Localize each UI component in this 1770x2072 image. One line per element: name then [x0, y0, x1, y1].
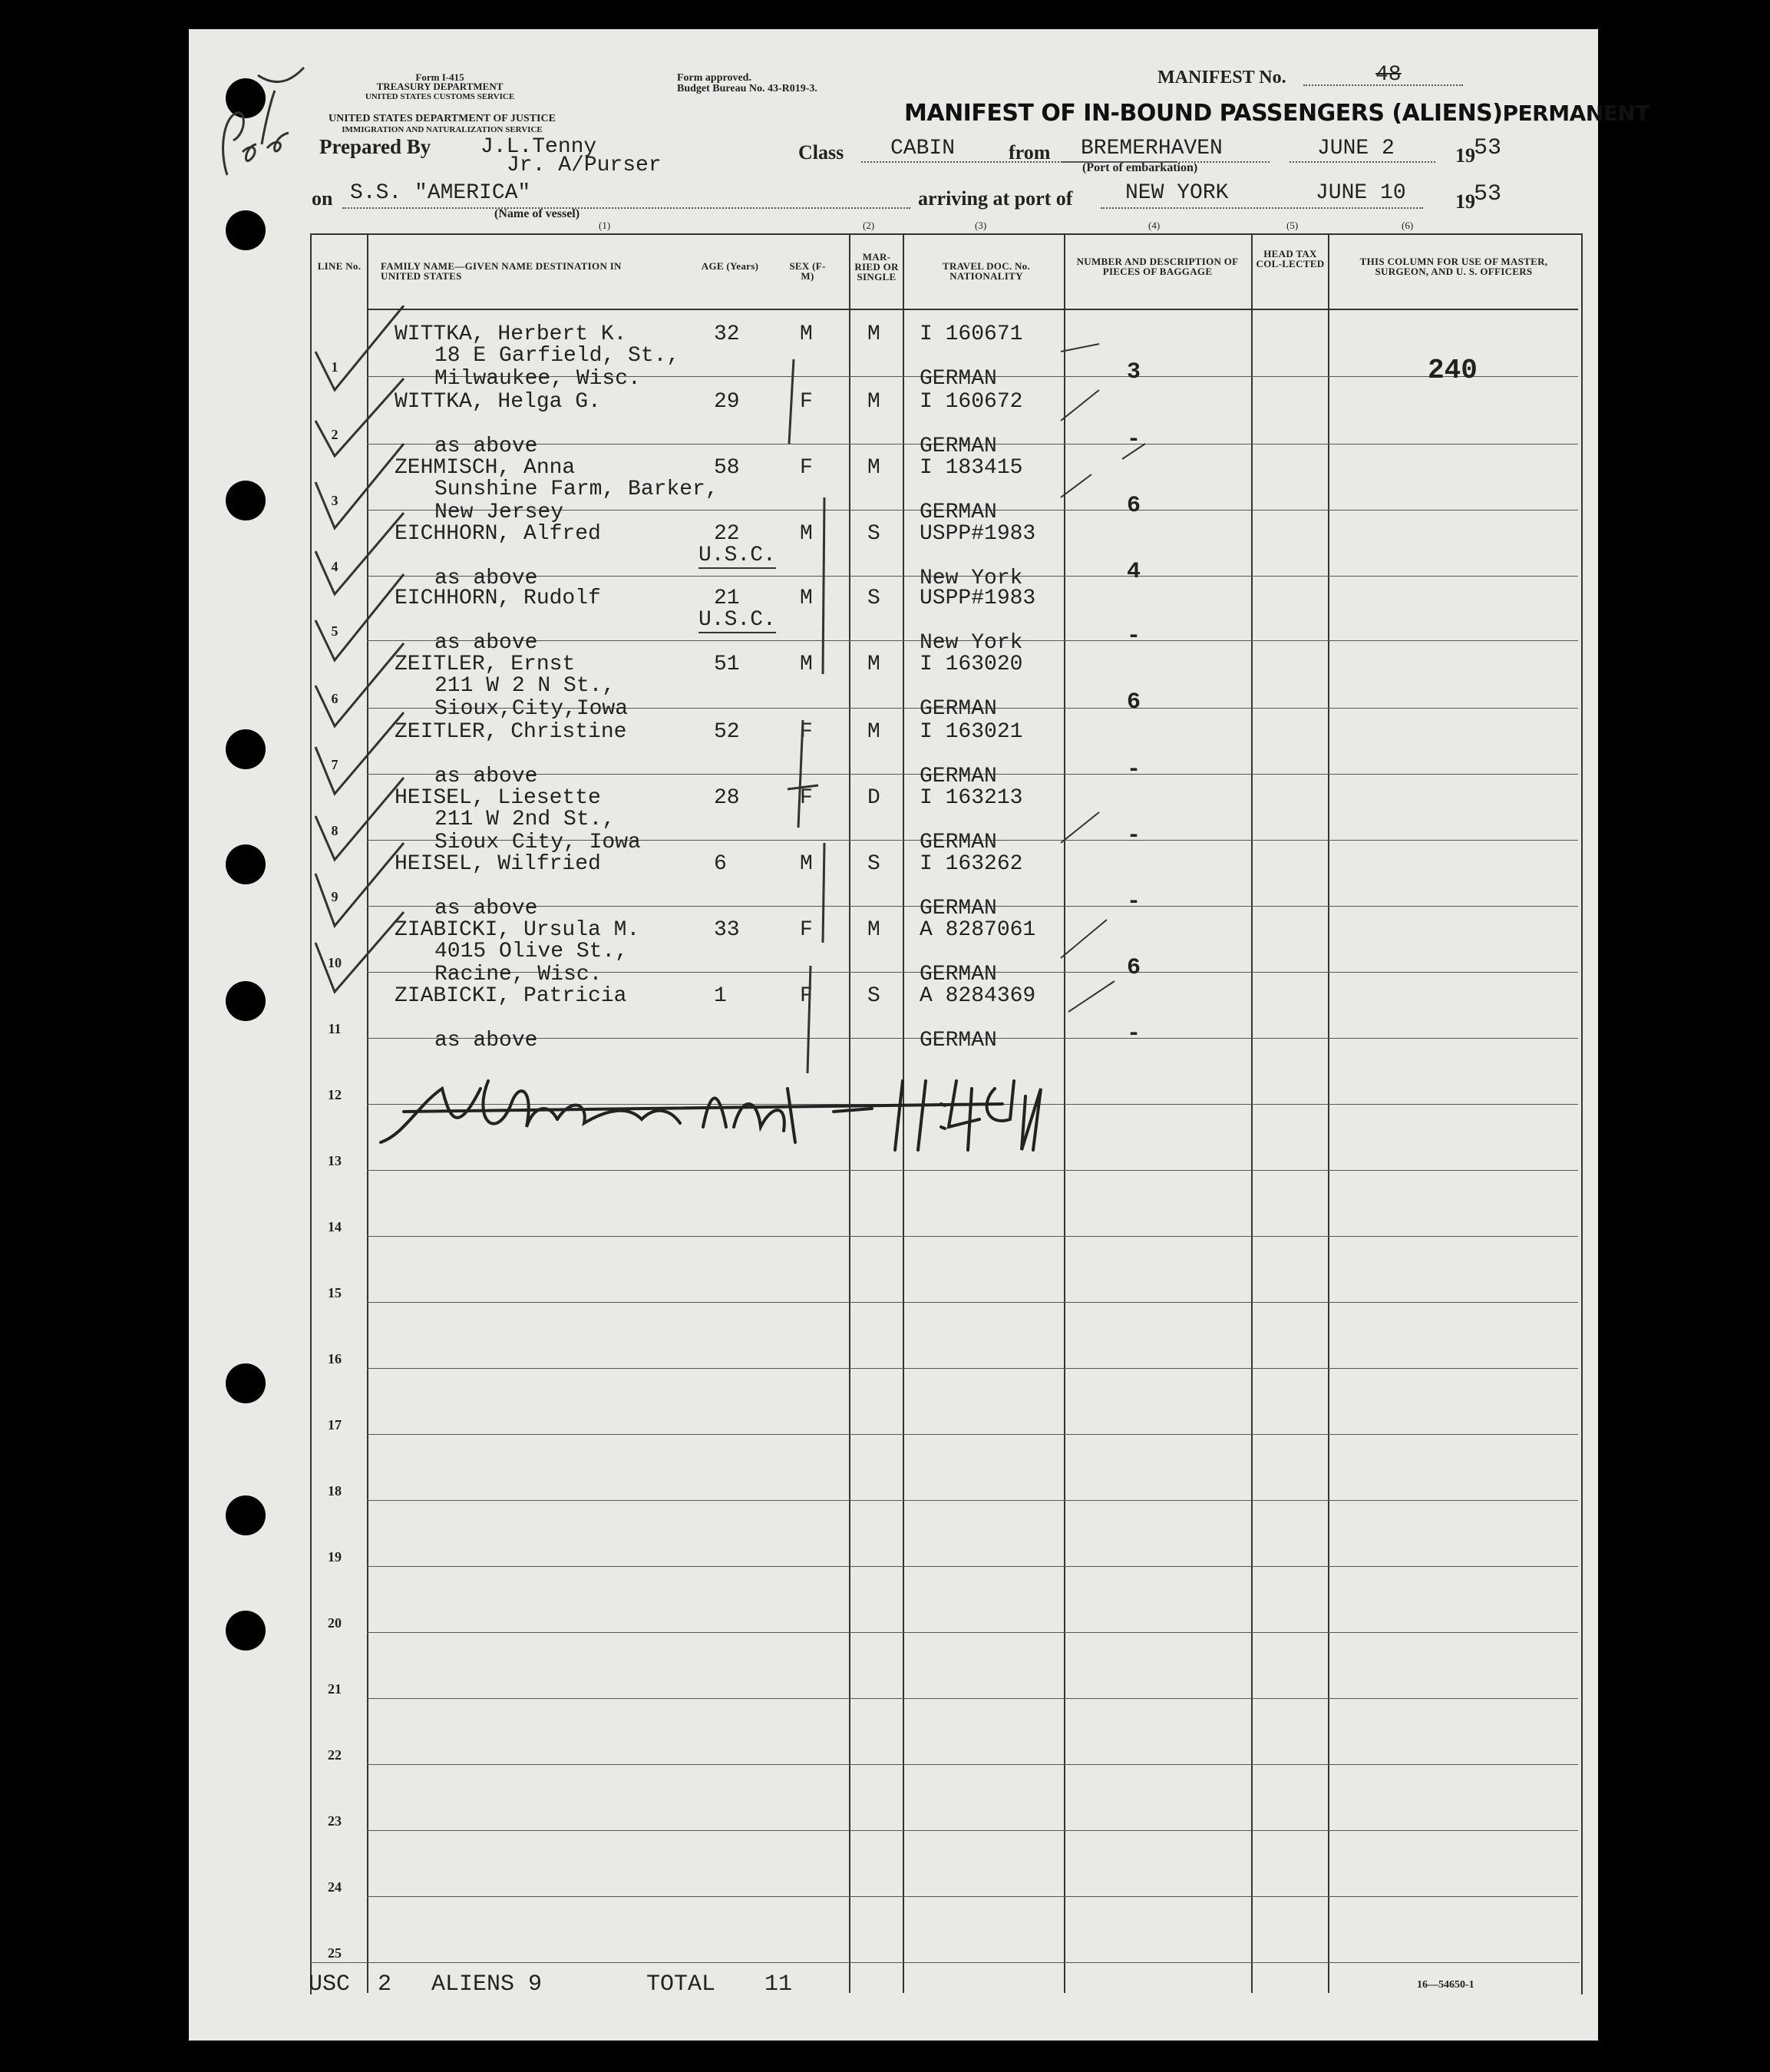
passenger-address: Sunshine Farm, Barker,	[434, 478, 718, 501]
travel-doc-number: I 183415	[920, 456, 1023, 480]
line-number: 22	[328, 1747, 342, 1763]
passenger-name: ZEHMISCH, Anna	[395, 456, 576, 480]
from-value: BREMERHAVEN	[1081, 137, 1223, 160]
class-value: CABIN	[890, 137, 956, 160]
passenger-marital: M	[867, 456, 880, 480]
passenger-age: 1	[714, 984, 727, 1008]
nationality: GERMAN	[920, 501, 997, 524]
baggage-count: -	[1127, 823, 1141, 849]
passenger-sex: F	[800, 918, 813, 942]
from-label: from	[1009, 141, 1051, 164]
date-from-line	[1290, 161, 1435, 163]
header-baggage: NUMBER AND DESCRIPTION OF PIECES OF BAGGAGE	[1076, 256, 1239, 277]
footer-usc-value: 2	[378, 1971, 392, 1998]
passenger-marital: S	[867, 984, 880, 1008]
passenger-address: 211 W 2nd St.,	[434, 808, 616, 831]
passenger-name: HEISEL, Wilfried	[395, 852, 601, 876]
vessel-name: S.S. "AMERICA"	[350, 181, 531, 205]
passenger-destination: as above	[434, 435, 538, 458]
handwritten-margin-note	[212, 60, 312, 213]
line-number: 23	[328, 1813, 342, 1829]
manifest-page	[189, 29, 1649, 2041]
form-approved: Form approved.	[677, 72, 751, 84]
passenger-address: 4015 Olive St.,	[434, 940, 629, 963]
footer-total-label: TOTAL	[646, 1971, 716, 1998]
row-rule	[367, 1500, 1578, 1501]
line-number: 24	[328, 1879, 342, 1895]
passenger-age: 51	[714, 653, 740, 676]
row-rule	[367, 1698, 1578, 1699]
title-suffix: PERMANENT	[1502, 101, 1649, 126]
passenger-name: EICHHORN, Rudolf	[395, 587, 601, 610]
line-number: 3	[331, 493, 338, 508]
row-rule	[367, 1632, 1578, 1633]
row-rule	[367, 1764, 1578, 1765]
travel-doc-number: I 163262	[920, 852, 1023, 876]
col-divider	[1328, 233, 1329, 1993]
passenger-name: ZEITLER, Ernst	[395, 653, 576, 676]
row-rule	[367, 1302, 1578, 1303]
punch-hole	[226, 1611, 266, 1651]
punch-hole	[226, 844, 266, 884]
passenger-marital: M	[867, 918, 880, 942]
check-marks	[304, 306, 457, 1058]
nationality: GERMAN	[920, 435, 997, 458]
punch-hole	[226, 729, 266, 769]
baggage-count: 4	[1127, 559, 1141, 585]
col-number: (1)	[599, 220, 611, 231]
line-number: 20	[328, 1615, 342, 1631]
baggage-count: -	[1127, 889, 1141, 915]
print-code: 16—54650-1	[1417, 1979, 1474, 1991]
port-embark-caption: (Port of embarkation)	[1082, 161, 1198, 174]
title-main: MANIFEST OF IN-BOUND PASSENGERS (ALIENS)	[904, 100, 1503, 127]
passenger-destination: as above	[434, 567, 538, 590]
line-number: 5	[331, 623, 338, 639]
baggage-count: 6	[1127, 493, 1141, 519]
passenger-name: ZIABICKI, Ursula M.	[395, 918, 640, 942]
line-number: 1	[331, 359, 338, 375]
line-number: 4	[331, 559, 338, 574]
prepared-by-title: Jr. A/Purser	[507, 154, 662, 177]
passenger-marital: S	[867, 522, 880, 546]
row-rule	[367, 1830, 1578, 1831]
row-rule	[367, 1368, 1578, 1369]
passenger-sex: M	[800, 852, 813, 876]
nationality: GERMAN	[920, 897, 997, 920]
line-number: 7	[331, 757, 338, 772]
officer-notation: 240	[1428, 355, 1478, 386]
nationality: GERMAN	[920, 367, 997, 391]
year-from-prefix: 19	[1455, 144, 1475, 167]
header-travel: TRAVEL DOC. No. NATIONALITY	[942, 260, 1031, 282]
passenger-citizen-note: U.S.C.	[698, 608, 776, 632]
footer-aliens-value: 9	[528, 1971, 543, 1998]
passenger-age: 58	[714, 456, 740, 480]
prepared-by-name: J.L.Tenny	[480, 135, 597, 159]
passenger-age: 33	[714, 918, 740, 942]
manifest-number: 48	[1375, 63, 1402, 87]
passenger-destination: New Jersey	[434, 501, 564, 524]
year-arrival-prefix: 19	[1455, 190, 1475, 213]
nationality: New York	[920, 631, 1023, 655]
travel-doc-number: USPP#1983	[920, 522, 1036, 546]
line-number: 12	[328, 1087, 342, 1102]
header-head-tax: HEAD TAX COL-LECTED	[1256, 248, 1325, 269]
baggage-count: 6	[1127, 955, 1141, 981]
line-number: 8	[331, 823, 338, 838]
header-line-no: LINE No.	[317, 260, 362, 272]
date-from-value: JUNE 2	[1317, 137, 1395, 160]
passenger-sex: F	[800, 720, 813, 744]
travel-doc-number: I 163020	[920, 653, 1023, 676]
passenger-sex: M	[800, 587, 813, 610]
year-from-value: 53	[1474, 135, 1502, 161]
col-number: (6)	[1402, 220, 1414, 231]
passenger-name: ZIABICKI, Patricia	[395, 984, 627, 1008]
line-number: 25	[328, 1945, 342, 1961]
travel-doc-number: I 163213	[920, 786, 1023, 810]
header-officers: THIS COLUMN FOR USE OF MASTER, SURGEON, AND U. S. OFFICERS	[1359, 256, 1548, 277]
footer-usc-label: USC	[309, 1971, 351, 1998]
footer-total-value: 11	[764, 1971, 793, 1998]
nationality: New York	[920, 567, 1023, 590]
form-number: Form I-415	[415, 71, 464, 83]
passenger-address: 211 W 2 N St.,	[434, 674, 616, 698]
port-arrival-value: NEW YORK	[1125, 181, 1229, 205]
header-sex: SEX (F-M)	[789, 260, 826, 282]
passenger-destination: as above	[434, 1029, 538, 1053]
port-arrival-line	[1101, 207, 1423, 209]
passenger-marital: S	[867, 852, 880, 876]
passenger-destination: Sioux City, Iowa	[434, 831, 641, 854]
line-number: 13	[328, 1153, 342, 1168]
baggage-count: -	[1127, 1021, 1141, 1047]
vessel-line	[342, 207, 910, 209]
header-bottom-rule	[367, 309, 1578, 310]
baggage-count: 6	[1127, 689, 1141, 715]
passenger-citizen-note: U.S.C.	[698, 544, 776, 567]
line-number: 18	[328, 1483, 342, 1499]
line-number: 9	[331, 889, 338, 904]
doc-tick-marks	[1053, 321, 1176, 1027]
passenger-marital: S	[867, 587, 880, 610]
passenger-destination: as above	[434, 631, 538, 655]
line-number: 11	[328, 1021, 342, 1036]
line-number: 6	[331, 691, 338, 706]
passenger-marital: D	[867, 786, 880, 810]
passenger-name: HEISEL, Liesette	[395, 786, 601, 810]
passenger-age: 21	[714, 587, 740, 610]
passenger-age: 29	[714, 390, 740, 414]
line-number: 17	[328, 1417, 342, 1433]
col-number: (3)	[975, 220, 987, 231]
passenger-name: WITTKA, Herbert K.	[395, 322, 627, 346]
baggage-count: -	[1127, 757, 1141, 783]
passenger-marital: M	[867, 390, 880, 414]
inspector-signature	[373, 1058, 1064, 1165]
nationality: GERMAN	[920, 765, 997, 788]
passenger-marital: M	[867, 720, 880, 744]
passenger-age: 52	[714, 720, 740, 744]
travel-doc-number: A 8287061	[920, 918, 1036, 942]
travel-doc-number: USPP#1983	[920, 587, 1036, 610]
line-number: 15	[328, 1285, 342, 1300]
col-number: (4)	[1148, 220, 1161, 231]
prepared-by-label: Prepared By	[319, 135, 431, 158]
passenger-sex: F	[800, 786, 813, 810]
row-rule	[367, 1236, 1578, 1237]
dept-justice: UNITED STATES DEPARTMENT OF JUSTICE	[329, 113, 556, 124]
row-rule	[310, 1962, 1580, 1963]
year-arrival-value: 53	[1474, 181, 1502, 207]
budget-bureau: Budget Bureau No. 43-R019-3.	[677, 83, 817, 94]
nationality: GERMAN	[920, 963, 997, 986]
punch-hole	[226, 1363, 266, 1403]
passenger-sex: F	[800, 390, 813, 414]
passenger-address: 18 E Garfield, St.,	[434, 344, 680, 368]
passenger-age: 22	[714, 522, 740, 546]
passenger-destination: Sioux,City,Iowa	[434, 697, 629, 721]
manifest-title	[904, 100, 1649, 127]
passenger-destination: as above	[434, 897, 538, 920]
passenger-age: 6	[714, 852, 727, 876]
baggage-count: -	[1127, 427, 1141, 453]
header-married: MAR-RIED OR SINGLE	[854, 251, 899, 283]
passenger-sex: M	[800, 522, 813, 546]
line-number: 19	[328, 1549, 342, 1565]
passenger-marital: M	[867, 653, 880, 676]
passenger-name: ZEITLER, Christine	[395, 720, 627, 744]
travel-doc-number: I 163021	[920, 720, 1023, 744]
passenger-age: 28	[714, 786, 740, 810]
vessel-caption: (Name of vessel)	[494, 207, 580, 220]
punch-hole	[226, 210, 266, 250]
nationality: GERMAN	[920, 1029, 997, 1053]
line-number: 21	[328, 1681, 342, 1697]
passenger-sex: M	[800, 322, 813, 346]
arriving-label: arriving at port of	[918, 187, 1073, 210]
row-rule	[367, 1170, 1578, 1171]
nationality: GERMAN	[920, 697, 997, 721]
line-number: 2	[331, 427, 338, 442]
passenger-destination: Racine, Wisc.	[434, 963, 603, 986]
dept-immigration: IMMIGRATION AND NATURALIZATION SERVICE	[342, 125, 543, 134]
punch-hole	[226, 481, 266, 520]
travel-doc-number: I 160671	[920, 322, 1023, 346]
travel-doc-number: A 8284369	[920, 984, 1036, 1008]
class-label: Class	[798, 141, 844, 164]
row-rule	[367, 1896, 1578, 1897]
travel-doc-number: I 160672	[920, 390, 1023, 414]
pen-strokes	[772, 336, 864, 1073]
row-rule	[367, 1566, 1578, 1567]
passenger-name: WITTKA, Helga G.	[395, 390, 601, 414]
passenger-sex: F	[800, 456, 813, 480]
col-number: (5)	[1286, 220, 1299, 231]
passenger-destination: Milwaukee, Wisc.	[434, 367, 641, 391]
dept-treasury: TREASURY DEPARTMENT	[376, 81, 504, 92]
footer-aliens-label: ALIENS	[431, 1971, 515, 1998]
passenger-name: EICHHORN, Alfred	[395, 522, 601, 546]
on-label: on	[312, 187, 333, 210]
nationality: GERMAN	[920, 831, 997, 854]
passenger-age: 32	[714, 322, 740, 346]
punch-hole	[226, 981, 266, 1021]
passenger-marital: M	[867, 322, 880, 346]
punch-hole	[226, 1495, 266, 1535]
row-rule	[367, 1434, 1578, 1435]
line-number: 16	[328, 1351, 342, 1366]
line-number: 10	[328, 955, 342, 970]
header-name: FAMILY NAME—GIVEN NAME DESTINATION IN UNITED STATES	[381, 260, 622, 282]
col-divider	[1251, 233, 1253, 1993]
manifest-no-label: MANIFEST No.	[1157, 68, 1286, 88]
baggage-count: -	[1127, 623, 1141, 649]
line-number: 14	[328, 1219, 342, 1234]
header-age: AGE (Years)	[701, 260, 759, 272]
date-arrival-value: JUNE 10	[1316, 181, 1406, 205]
col-number: (2)	[863, 220, 875, 231]
baggage-count: 3	[1127, 359, 1141, 385]
dept-customs: UNITED STATES CUSTOMS SERVICE	[365, 92, 515, 101]
passenger-sex: M	[800, 653, 813, 676]
passenger-destination: as above	[434, 765, 538, 788]
passenger-sex: F	[800, 984, 813, 1008]
